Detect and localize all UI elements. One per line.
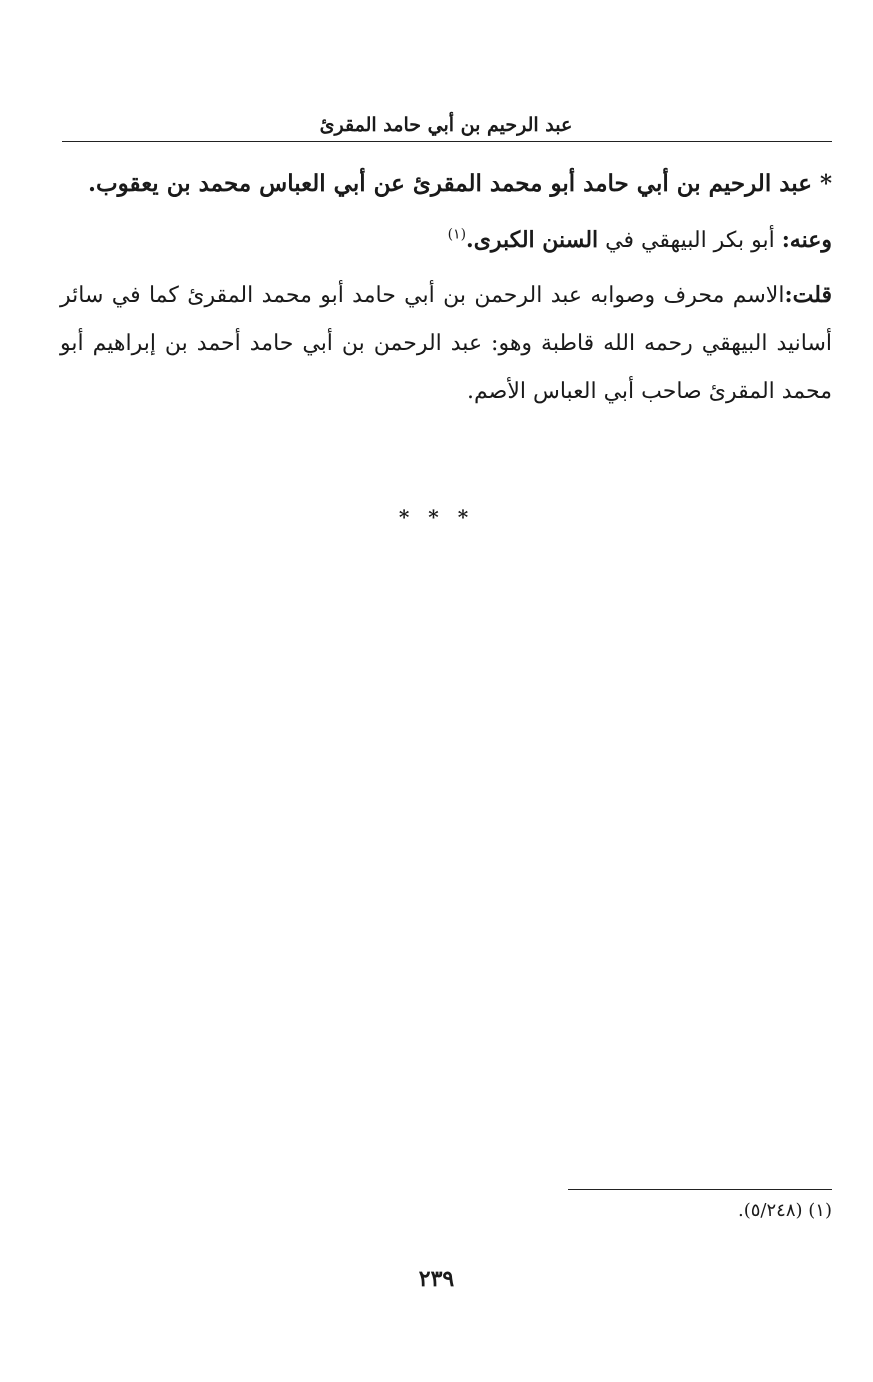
note-text: الاسم محرف وصوابه عبد الرحمن بن أبي حامد أبو محمد المقرئ كما في سائر أسانيد البيهقي رحمه الله قاطبة وهو: عبد الرحمن بن أبي حامد أحمد بن إبراهيم أبو محمد المقرئ صاحب أبي العباس الأصم. xyxy=(60,283,832,404)
entry-heading: * عبد الرحيم بن أبي حامد أبو محمد المقرئ عن أبي العباس محمد بن يعقوب. xyxy=(88,170,832,197)
narrator-text: أبو بكر البيهقي في xyxy=(605,228,775,253)
narrator-paragraph xyxy=(60,216,832,265)
note-paragraph xyxy=(60,271,832,416)
source-title: السنن الكبرى. xyxy=(466,227,599,253)
footnote-reference: (١) xyxy=(447,226,467,243)
running-head: عبد الرحيم بن أبي حامد المقرئ xyxy=(319,114,573,136)
entry-body xyxy=(60,160,832,422)
page-number: ٢٣٩ xyxy=(418,1266,455,1292)
footnote-rule xyxy=(568,1189,832,1190)
narrator-label: وعنه: xyxy=(781,227,832,253)
note-label: قلت: xyxy=(784,282,832,308)
header-rule xyxy=(62,141,832,142)
footnote: (١) (٥/٢٤٨). xyxy=(738,1200,832,1221)
section-separator: * * * xyxy=(398,505,475,529)
